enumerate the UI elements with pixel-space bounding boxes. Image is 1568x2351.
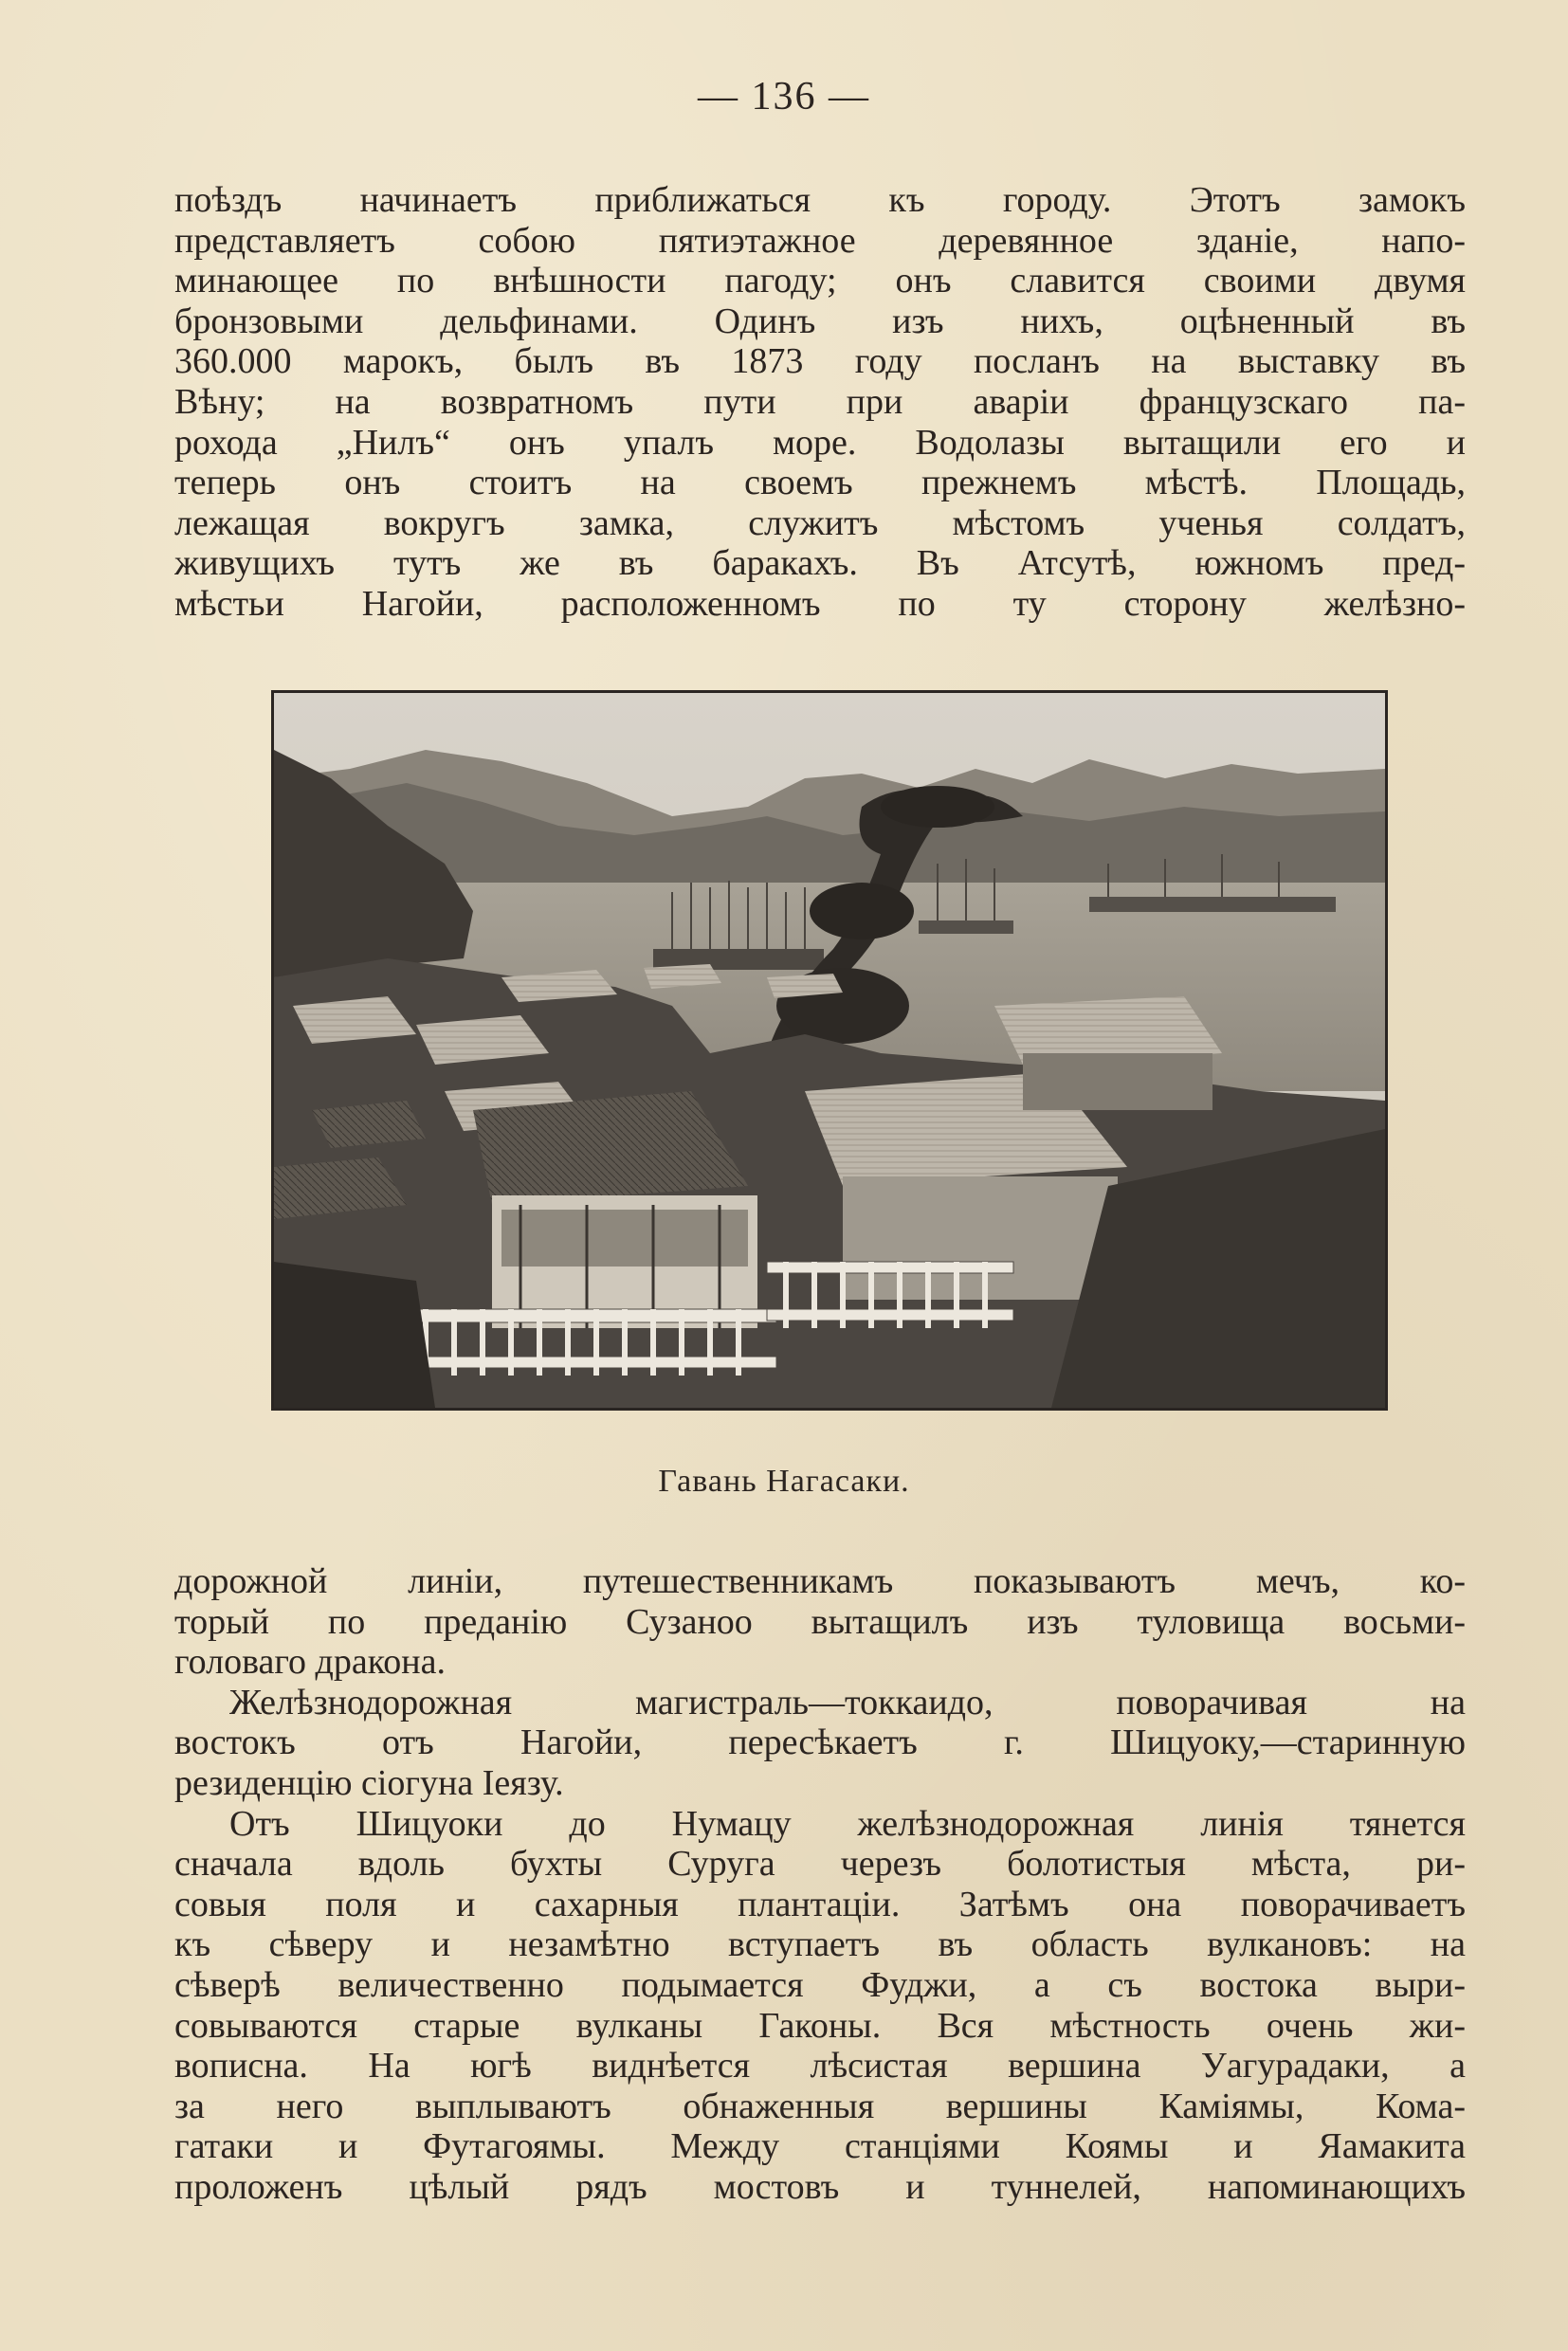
- text-line: бронзовыми дельфинами. Одинъ изъ нихъ, оцѣненный въ: [174, 301, 1466, 341]
- text-line: вописна. На югѣ виднѣется лѣсистая вершина Уагурадаки, а: [174, 2046, 1466, 2087]
- text-line: мѣстьи Нагойи, расположенномъ по ту сторону желѣзно-: [174, 583, 1466, 624]
- harbor-photograph: [271, 690, 1388, 1411]
- text-line: востокъ отъ Нагойи, пересѣкаетъ г. Шицуоку,—старинную: [174, 1722, 1466, 1763]
- text-line: торый по преданію Сузаноо вытащилъ изъ туловища восьми-: [174, 1601, 1466, 1642]
- text-line: Вѣну; на возвратномъ пути при аваріи французскаго па-: [174, 381, 1466, 422]
- text-line: живущихъ тутъ же въ баракахъ. Въ Атсутѣ, южномъ пред-: [174, 543, 1466, 584]
- text-line: къ сѣверу и незамѣтно вступаетъ въ область вулкановъ: на: [174, 1924, 1466, 1965]
- figure-caption: Гавань Нагасаки.: [658, 1464, 910, 1499]
- text-line: совываются старые вулканы Гаконы. Вся мѣстность очень жи-: [174, 2005, 1466, 2046]
- bottom-paragraphs: [174, 1561, 1466, 2208]
- text-line: совыя поля и сахарныя плантаціи. Затѣмъ она поворачиваетъ: [174, 1884, 1466, 1924]
- text-line: гатаки и Футагоямы. Между станціями Коямы и Яамакита: [174, 2126, 1466, 2167]
- page-number: — 136 —: [698, 75, 870, 118]
- text-line: Отъ Шицуоки до Нумацу желѣзнодорожная линія тянется: [229, 1803, 1466, 1844]
- text-line: теперь онъ стоитъ на своемъ прежнемъ мѣстѣ. Площадь,: [174, 463, 1466, 503]
- top-paragraph: [174, 180, 1466, 625]
- text-line: минающее по внѣшности пагоду; онъ славится своими двумя: [174, 261, 1466, 301]
- text-line: сначала вдоль бухты Суруга черезъ болотистыя мѣста, ри-: [174, 1844, 1466, 1885]
- text-line: головаго дракона.: [174, 1642, 446, 1683]
- text-line: рохода „Нилъ“ онъ упалъ море. Водолазы вытащили его и: [174, 422, 1466, 463]
- harbor-photo-illustration: [274, 693, 1385, 1408]
- text-line: Желѣзнодорожная магистраль—токкаидо, поворачивая на: [229, 1682, 1466, 1722]
- text-line: 360.000 марокъ, былъ въ 1873 году посланъ на выставку въ: [174, 341, 1466, 382]
- text-line: дорожной линіи, путешественникамъ показываютъ мечъ, ко-: [174, 1561, 1466, 1601]
- text-line: лежащая вокругъ замка, служитъ мѣстомъ ученья солдатъ,: [174, 502, 1466, 543]
- text-line: сѣверѣ величественно подымается Фуджи, а съ востока выри-: [174, 1964, 1466, 2005]
- text-line: поѣздъ начинаетъ приближаться къ городу. Этотъ замокъ: [174, 180, 1466, 220]
- text-line: представляетъ собою пятиэтажное деревянное зданіе, напо-: [174, 220, 1466, 261]
- text-line: проложенъ цѣлый рядъ мостовъ и туннелей, напоминающихъ: [174, 2166, 1466, 2207]
- text-line: резиденцію сіогуна Іеязу.: [174, 1762, 564, 1803]
- text-line: за него выплываютъ обнаженныя вершины Каміямы, Кома-: [174, 2086, 1466, 2126]
